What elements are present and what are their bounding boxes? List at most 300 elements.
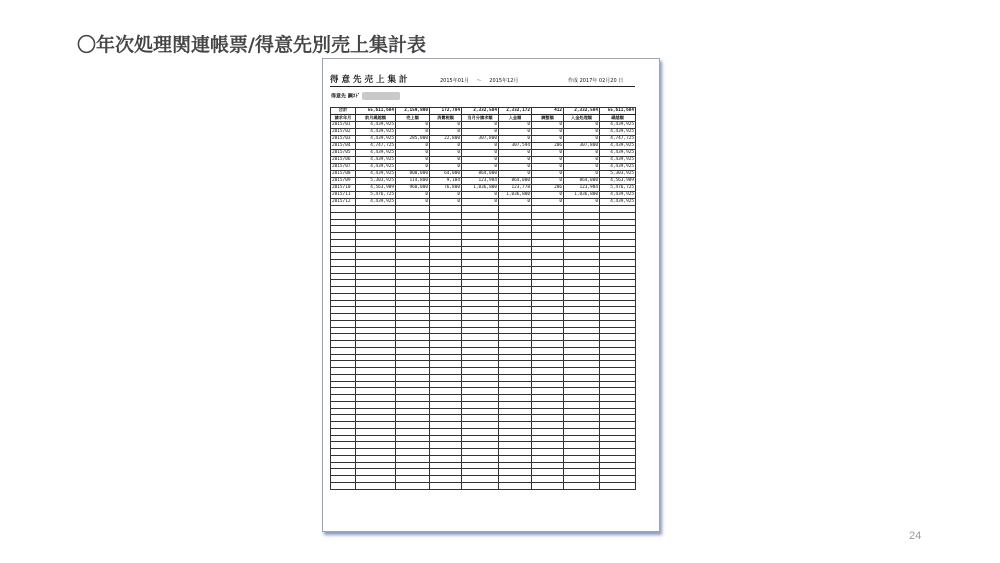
table-cell: 4,439,925: [356, 122, 396, 129]
table-cell: 0: [430, 122, 462, 129]
table-cell: [600, 233, 636, 240]
table-cell: 76,800: [430, 185, 462, 192]
table-cell: 0: [462, 122, 499, 129]
table-cell: 4,563,909: [600, 178, 636, 185]
table-cell: [396, 347, 430, 354]
table-cell: [396, 253, 430, 260]
table-cell: [532, 273, 564, 280]
table-cell: [564, 320, 600, 327]
table-cell: [462, 422, 499, 429]
table-cell: [499, 381, 532, 388]
empty-row: [331, 476, 636, 483]
table-cell: 4,439,925: [600, 199, 636, 206]
table-cell: [462, 428, 499, 435]
table-cell: [499, 428, 532, 435]
table-cell: [430, 415, 462, 422]
table-cell: 2,159,800: [396, 108, 430, 115]
table-cell: 0: [532, 136, 564, 143]
table-cell: [430, 401, 462, 408]
table-cell: [532, 476, 564, 483]
table-cell: [356, 206, 396, 213]
table-cell: 172,784: [430, 108, 462, 115]
table-cell: [462, 408, 499, 415]
table-cell: 0: [564, 157, 600, 164]
table-cell: [396, 293, 430, 300]
table-cell: 114,800: [396, 178, 430, 185]
table-cell: 0: [532, 157, 564, 164]
table-cell: 206: [532, 185, 564, 192]
table-cell: [499, 314, 532, 321]
table-cell: 4,747,725: [356, 143, 396, 150]
empty-row: [331, 293, 636, 300]
table-cell: [396, 408, 430, 415]
table-cell: [331, 307, 356, 314]
table-cell: [356, 374, 396, 381]
empty-row: [331, 266, 636, 273]
table-cell: [396, 226, 430, 233]
table-cell: 4,439,925: [356, 129, 396, 136]
table-cell: [356, 469, 396, 476]
period-to: 2015年12月: [489, 78, 519, 84]
table-cell: 960,000: [396, 185, 430, 192]
table-row: [331, 129, 636, 136]
table-cell: [564, 368, 600, 375]
table-cell: [430, 462, 462, 469]
table-cell: [396, 260, 430, 267]
table-cell: 2015/02: [331, 129, 356, 136]
table-cell: [564, 415, 600, 422]
table-cell: [564, 212, 600, 219]
table-cell: [356, 368, 396, 375]
table-cell: [532, 239, 564, 246]
table-cell: [499, 307, 532, 314]
table-cell: [499, 300, 532, 307]
table-row: [331, 122, 636, 129]
table-cell: [462, 253, 499, 260]
table-cell: [430, 327, 462, 334]
table-cell: 合計: [331, 108, 356, 115]
table-cell: [564, 401, 600, 408]
table-cell: 307,800: [564, 143, 600, 150]
empty-row: [331, 361, 636, 368]
table-cell: 0: [396, 199, 430, 206]
table-cell: [430, 226, 462, 233]
table-cell: [331, 442, 356, 449]
table-cell: [462, 314, 499, 321]
table-cell: [356, 273, 396, 280]
table-row: [331, 150, 636, 157]
table-row: [331, 178, 636, 185]
table-cell: 412: [532, 108, 564, 115]
table-cell: [564, 239, 600, 246]
empty-row: [331, 415, 636, 422]
empty-row: [331, 428, 636, 435]
table-cell: [499, 354, 532, 361]
table-cell: [396, 280, 430, 287]
empty-row: [331, 469, 636, 476]
table-cell: 0: [532, 122, 564, 129]
table-cell: 0: [430, 157, 462, 164]
empty-row: [331, 442, 636, 449]
table-cell: [564, 361, 600, 368]
table-cell: 0: [564, 129, 600, 136]
table-cell: 864,000: [499, 178, 532, 185]
table-cell: [564, 422, 600, 429]
table-cell: [396, 212, 430, 219]
table-cell: [430, 469, 462, 476]
table-cell: [396, 273, 430, 280]
table-cell: [564, 253, 600, 260]
table-cell: 0: [396, 164, 430, 171]
table-cell: [356, 334, 396, 341]
table-cell: [564, 206, 600, 213]
table-cell: 5,476,725: [600, 185, 636, 192]
table-cell: [430, 408, 462, 415]
table-cell: [564, 374, 600, 381]
table-cell: 0: [499, 171, 532, 178]
table-cell: [600, 381, 636, 388]
empty-row: [331, 435, 636, 442]
table-cell: 4,439,925: [356, 199, 396, 206]
table-cell: [396, 476, 430, 483]
summary-table-body: [331, 108, 636, 490]
table-cell: [564, 233, 600, 240]
table-cell: [356, 212, 396, 219]
table-cell: [356, 435, 396, 442]
table-cell: 0: [532, 171, 564, 178]
table-row: [331, 164, 636, 171]
table-cell: [430, 482, 462, 489]
table-cell: [331, 226, 356, 233]
table-cell: [331, 327, 356, 334]
table-cell: [396, 239, 430, 246]
table-cell: [331, 476, 356, 483]
table-cell: 4,439,925: [356, 164, 396, 171]
table-cell: [356, 293, 396, 300]
table-cell: [430, 368, 462, 375]
table-cell: [331, 354, 356, 361]
table-cell: [356, 442, 396, 449]
slide-title: 〇年次処理関連帳票/得意先別売上集計表: [77, 34, 426, 56]
table-cell: [462, 354, 499, 361]
table-cell: [356, 354, 396, 361]
table-cell: [331, 233, 356, 240]
table-cell: 2,332,584: [564, 108, 600, 115]
table-cell: [564, 462, 600, 469]
empty-row: [331, 334, 636, 341]
table-cell: [564, 246, 600, 253]
table-cell: [396, 388, 430, 395]
table-cell: [430, 354, 462, 361]
table-cell: 前月繰越額: [356, 115, 396, 122]
table-cell: 22,800: [430, 136, 462, 143]
table-cell: 5,303,925: [356, 178, 396, 185]
table-cell: 206: [532, 143, 564, 150]
table-cell: [430, 219, 462, 226]
table-cell: [356, 327, 396, 334]
empty-row: [331, 246, 636, 253]
table-cell: [600, 449, 636, 456]
table-cell: [600, 469, 636, 476]
table-cell: [564, 260, 600, 267]
table-cell: [396, 435, 430, 442]
table-cell: [331, 408, 356, 415]
table-cell: [564, 341, 600, 348]
table-cell: [499, 320, 532, 327]
table-cell: [331, 320, 356, 327]
table-cell: 2015/10: [331, 185, 356, 192]
period-from: 2015年01月: [440, 78, 470, 84]
table-cell: 0: [532, 192, 564, 199]
table-cell: 4,439,925: [356, 150, 396, 157]
table-cell: [331, 482, 356, 489]
table-cell: [499, 435, 532, 442]
table-cell: [600, 388, 636, 395]
table-cell: [462, 260, 499, 267]
table-cell: [564, 307, 600, 314]
table-cell: 2015/09: [331, 178, 356, 185]
empty-row: [331, 354, 636, 361]
table-cell: [462, 280, 499, 287]
table-cell: [532, 341, 564, 348]
table-cell: [396, 233, 430, 240]
table-cell: [430, 212, 462, 219]
table-cell: 入金額: [499, 115, 532, 122]
table-cell: [564, 449, 600, 456]
table-cell: [600, 334, 636, 341]
table-cell: [564, 293, 600, 300]
redacted-block: [362, 92, 400, 100]
table-cell: 0: [462, 199, 499, 206]
table-cell: [356, 287, 396, 294]
table-cell: [430, 361, 462, 368]
table-cell: [331, 428, 356, 435]
table-cell: [396, 401, 430, 408]
table-cell: [430, 293, 462, 300]
table-cell: [499, 287, 532, 294]
table-cell: [600, 435, 636, 442]
table-cell: 0: [564, 150, 600, 157]
table-cell: [396, 422, 430, 429]
table-cell: [396, 361, 430, 368]
table-cell: [532, 206, 564, 213]
table-cell: [356, 449, 396, 456]
table-cell: [331, 287, 356, 294]
table-cell: 55,611,684: [356, 108, 396, 115]
table-cell: 0: [430, 192, 462, 199]
table-cell: [532, 381, 564, 388]
table-cell: [600, 455, 636, 462]
table-cell: [356, 395, 396, 402]
table-cell: 64,000: [430, 171, 462, 178]
table-cell: [396, 442, 430, 449]
table-cell: [532, 327, 564, 334]
table-cell: [462, 206, 499, 213]
table-cell: [499, 469, 532, 476]
table-cell: [532, 361, 564, 368]
table-cell: [331, 266, 356, 273]
table-cell: [499, 293, 532, 300]
table-cell: [600, 327, 636, 334]
table-cell: [396, 334, 430, 341]
empty-row: [331, 253, 636, 260]
table-cell: [564, 395, 600, 402]
table-cell: [331, 239, 356, 246]
table-cell: [331, 415, 356, 422]
empty-row: [331, 314, 636, 321]
table-cell: [499, 374, 532, 381]
table-cell: 当月分請求額: [462, 115, 499, 122]
table-cell: 1,036,800: [564, 192, 600, 199]
table-cell: 4,439,925: [356, 136, 396, 143]
table-cell: 0: [499, 129, 532, 136]
table-cell: [430, 320, 462, 327]
table-cell: [356, 341, 396, 348]
table-cell: [430, 260, 462, 267]
empty-row: [331, 206, 636, 213]
table-cell: 4,747,725: [600, 136, 636, 143]
table-cell: [532, 287, 564, 294]
table-cell: [600, 273, 636, 280]
table-cell: 307,800: [462, 136, 499, 143]
table-cell: [331, 462, 356, 469]
table-cell: [356, 300, 396, 307]
table-cell: [600, 239, 636, 246]
table-cell: [600, 320, 636, 327]
empty-row: [331, 388, 636, 395]
table-cell: 0: [499, 150, 532, 157]
table-cell: [532, 401, 564, 408]
table-cell: [499, 408, 532, 415]
empty-row: [331, 482, 636, 489]
table-cell: [564, 455, 600, 462]
table-cell: [499, 401, 532, 408]
table-cell: [564, 219, 600, 226]
table-cell: [462, 307, 499, 314]
table-cell: [564, 334, 600, 341]
table-cell: [600, 347, 636, 354]
table-cell: 4,439,925: [600, 129, 636, 136]
table-cell: [499, 361, 532, 368]
table-cell: [331, 361, 356, 368]
table-cell: [600, 482, 636, 489]
table-row: [331, 199, 636, 206]
empty-row: [331, 212, 636, 219]
table-cell: 0: [462, 150, 499, 157]
table-cell: [462, 246, 499, 253]
table-cell: 0: [499, 157, 532, 164]
table-cell: [396, 327, 430, 334]
table-cell: [396, 354, 430, 361]
empty-row: [331, 219, 636, 226]
table-cell: [430, 395, 462, 402]
table-cell: [430, 347, 462, 354]
table-cell: [331, 388, 356, 395]
table-cell: [356, 381, 396, 388]
table-cell: [356, 260, 396, 267]
table-cell: [499, 239, 532, 246]
table-cell: [356, 428, 396, 435]
table-cell: [600, 266, 636, 273]
table-cell: [396, 455, 430, 462]
table-cell: [532, 469, 564, 476]
table-cell: [430, 334, 462, 341]
table-cell: [532, 368, 564, 375]
table-cell: [532, 334, 564, 341]
table-row: [331, 171, 636, 178]
table-cell: [532, 260, 564, 267]
table-cell: [462, 226, 499, 233]
table-cell: 9,184: [430, 178, 462, 185]
table-cell: [331, 347, 356, 354]
table-cell: 0: [564, 122, 600, 129]
table-cell: [356, 226, 396, 233]
table-cell: [356, 314, 396, 321]
table-cell: 0: [396, 122, 430, 129]
table-cell: [532, 455, 564, 462]
table-cell: [331, 219, 356, 226]
table-cell: 0: [532, 178, 564, 185]
table-cell: [331, 368, 356, 375]
table-cell: [532, 354, 564, 361]
empty-row: [331, 233, 636, 240]
table-cell: 4,439,925: [600, 122, 636, 129]
table-cell: [430, 422, 462, 429]
table-cell: 0: [430, 164, 462, 171]
table-cell: [396, 449, 430, 456]
table-cell: [331, 293, 356, 300]
table-cell: [356, 266, 396, 273]
table-cell: [499, 462, 532, 469]
table-cell: [462, 300, 499, 307]
table-cell: [430, 287, 462, 294]
table-cell: [600, 260, 636, 267]
table-cell: [462, 449, 499, 456]
table-cell: [356, 307, 396, 314]
table-cell: 0: [532, 164, 564, 171]
table-cell: [532, 422, 564, 429]
table-cell: [600, 476, 636, 483]
table-cell: [430, 307, 462, 314]
table-cell: [532, 374, 564, 381]
table-cell: [532, 482, 564, 489]
table-cell: [499, 482, 532, 489]
table-cell: [499, 233, 532, 240]
table-cell: [396, 320, 430, 327]
table-cell: [564, 381, 600, 388]
table-cell: 4,563,909: [356, 185, 396, 192]
table-cell: [564, 428, 600, 435]
table-cell: 0: [430, 150, 462, 157]
table-cell: [396, 415, 430, 422]
table-cell: 4,439,925: [600, 157, 636, 164]
table-cell: 123,984: [462, 178, 499, 185]
table-cell: 2015/06: [331, 157, 356, 164]
header-row: [331, 115, 636, 122]
table-cell: [430, 273, 462, 280]
table-cell: 0: [564, 171, 600, 178]
empty-row: [331, 347, 636, 354]
table-cell: [396, 395, 430, 402]
table-cell: 4,439,925: [600, 164, 636, 171]
empty-row: [331, 300, 636, 307]
table-cell: [532, 307, 564, 314]
table-cell: [564, 388, 600, 395]
table-cell: [600, 226, 636, 233]
table-cell: [532, 212, 564, 219]
table-cell: [564, 287, 600, 294]
table-cell: [430, 449, 462, 456]
